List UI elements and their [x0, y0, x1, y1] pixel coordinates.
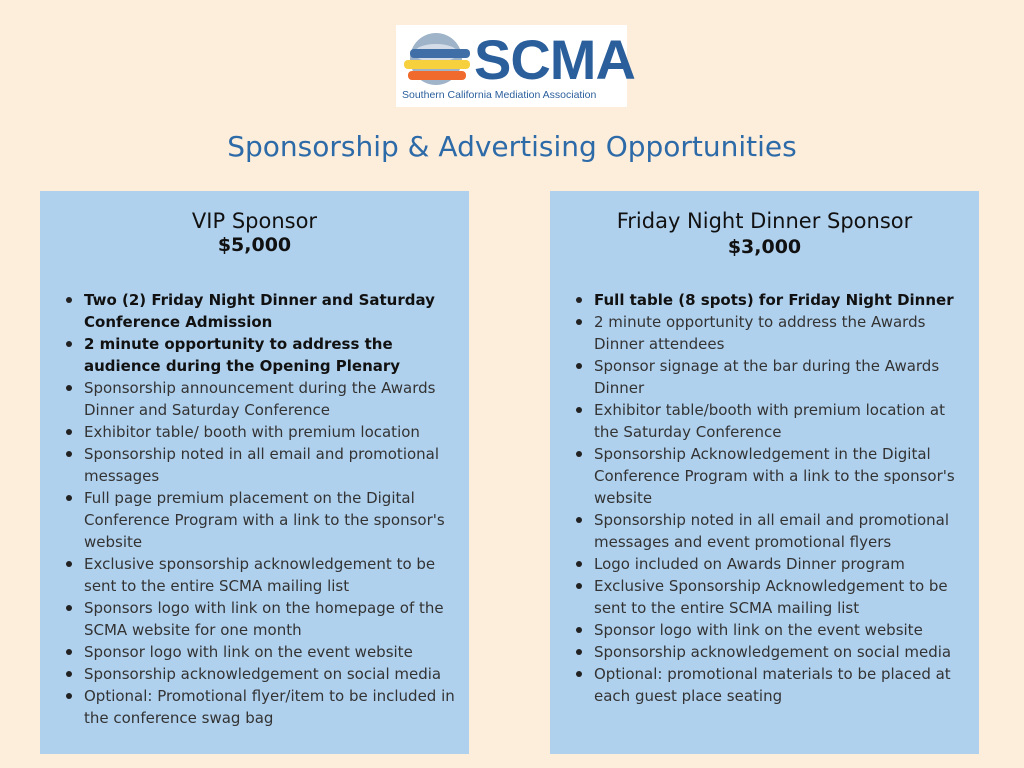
list-item: Full table (8 spots) for Friday Night Dinner — [594, 289, 965, 311]
list-item: Exclusive sponsorship acknowledgement to be sent to the entire SCMA mailing list — [84, 553, 455, 597]
globe-stripes-icon — [402, 31, 474, 89]
list-item: Sponsors logo with link on the homepage of the SCMA website for one month — [84, 597, 455, 641]
list-item: Sponsorship noted in all email and promotional messages — [84, 443, 455, 487]
list-item: Sponsor logo with link on the event website — [84, 641, 455, 663]
page-title: Sponsorship & Advertising Opportunities — [227, 130, 797, 163]
list-item: 2 minute opportunity to address the Awards Dinner attendees — [594, 311, 965, 355]
list-item: Sponsor logo with link on the event website — [594, 619, 965, 641]
list-item: Sponsor signage at the bar during the Awards Dinner — [594, 355, 965, 399]
list-item: 2 minute opportunity to address the audience during the Opening Plenary — [84, 333, 455, 377]
scma-logo — [396, 25, 635, 107]
list-item: Logo included on Awards Dinner program — [594, 553, 965, 575]
list-item: Full page premium placement on the Digital Conference Program with a link to the sponsor's website — [84, 487, 455, 553]
benefits-list — [550, 289, 979, 707]
list-item: Exclusive Sponsorship Acknowledgement to be sent to the entire SCMA mailing list — [594, 575, 965, 619]
list-item: Optional: Promotional flyer/item to be included in the conference swag bag — [84, 687, 455, 727]
list-item: Sponsorship Acknowledgement in the Digital Conference Program with a link to the sponsor's website — [594, 443, 965, 509]
list-item: Sponsorship acknowledgement on social media — [594, 641, 965, 663]
card-price: $5,000 — [217, 234, 292, 256]
list-item: Sponsorship announcement during the Awards Dinner and Saturday Conference — [84, 377, 455, 421]
list-item: Exhibitor table/booth with premium location at the Saturday Conference — [594, 399, 965, 443]
list-item: Sponsorship acknowledgement on social media — [84, 663, 455, 685]
card-title: Friday Night Dinner Sponsor — [616, 209, 913, 233]
card-price: $3,000 — [727, 236, 802, 258]
vip-sponsor-card — [40, 191, 469, 754]
list-item: Exhibitor table/ booth with premium location — [84, 421, 455, 443]
benefits-list — [40, 289, 469, 729]
list-item: Two (2) Friday Night Dinner and Saturday Conference Admission — [84, 289, 455, 333]
list-item: Optional: promotional materials to be placed at each guest place seating — [594, 663, 965, 707]
card-title: VIP Sponsor — [191, 209, 318, 233]
logo-tagline: Southern California Mediation Association — [402, 89, 597, 101]
logo-wordmark: SCMA — [474, 28, 635, 91]
dinner-sponsor-card — [550, 191, 979, 754]
list-item: Sponsorship noted in all email and promotional messages and event promotional flyers — [594, 509, 965, 553]
